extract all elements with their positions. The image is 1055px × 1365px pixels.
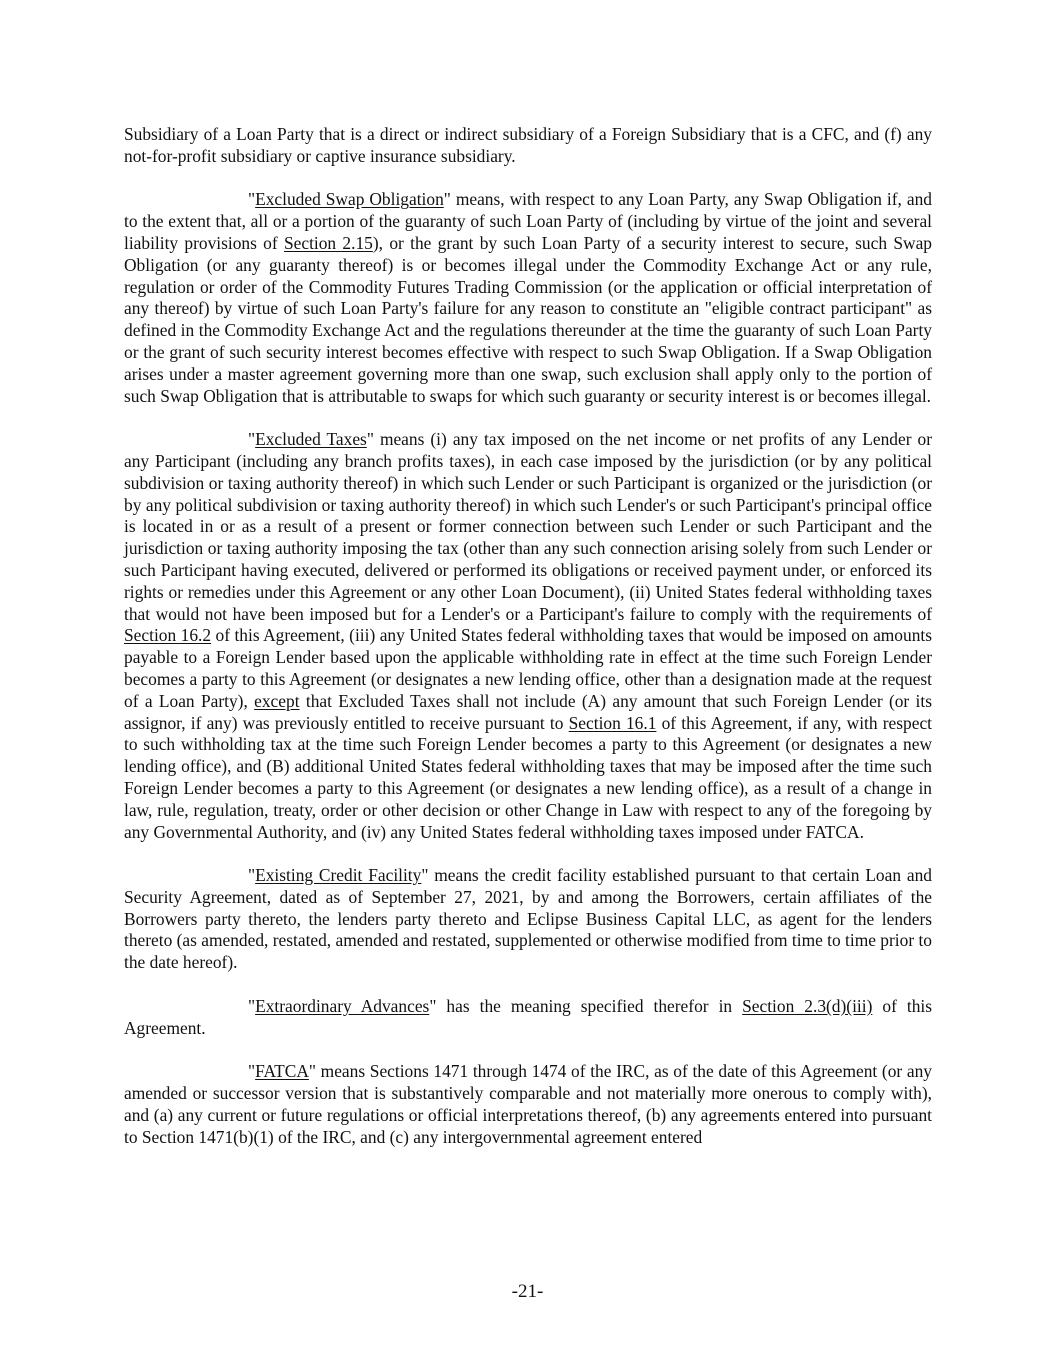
document-page (124, 124, 932, 1148)
definition-text: " means (i) any tax imposed on the net income or net profits of any Lender or any Participant (including any branch profits taxes), in each case imposed by the jurisdiction (or by any political subdivision or taxing authority thereof) in which such Lender or such Participant is organized or the jurisdiction (or by any political subdivision or taxing authority thereof) in which such Lender's or such Participant's principal office is located in or as a result of a present or former connection between such Lender or such Participant and the jurisdiction or taxing authority imposing the tax (other than any such connection arising solely from such Lender or such Participant having executed, delivered or performed its obligations or received payment under, or enforced its rights or remedies under this Agreement or any other Loan Document), (ii) United States federal withholding taxes that would not have been imposed but for a Lender's or a Participant's failure to comply with the requirements of (124, 429, 933, 624)
definition-text: that Excluded Taxes shall not include (A) any amount that such Foreign Lender (or its assignor, if any) was previously entitled to receive pursuant to (124, 690, 932, 733)
definition-text: of this Agreement. (124, 995, 933, 1038)
definition-text: " means the credit facility established pursuant to that certain Loan and Security Agreement, dated as of September 27, 2021, by and among the Borrowers, certain affiliates of the Borrowers party thereto, the lenders party thereto and Eclipse Business Capital LLC, as agent for the lenders thereto (as amended, restated, amended and restated, supplemented or otherwise modified from time to time prior to the date hereof). (124, 865, 932, 973)
definition-existing-credit-facility (124, 865, 932, 974)
defined-term: Existing Credit Facility (255, 865, 422, 886)
section-reference: Section 2.3(d)(iii) (742, 995, 873, 1016)
page-number: -21- (511, 1281, 544, 1302)
defined-term: FATCA (255, 1061, 309, 1082)
quote-mark: " (248, 429, 256, 450)
definition-text: " means, with respect to any Loan Party, any Swap Obligation if, and to the extent that, all or a portion of the guaranty of such Loan Party of (including by virtue of the joint and several liability provisions of (124, 189, 932, 253)
paragraph-text: Subsidiary of a Loan Party that is a direct or indirect subsidiary of a Foreign Subsidiary that is a CFC, and (f) any not-for-profit subsidiary or captive insurance subsidiary. (124, 124, 932, 166)
quote-mark: " (248, 995, 256, 1016)
defined-term: Extraordinary Advances (255, 995, 430, 1016)
definition-text: of this Agreement, (iii) any United States federal withholding taxes that would be imposed on amounts payable to a Foreign Lender based upon the applicable withholding rate in effect at the time such Foreign Lender becomes a party to this Agreement (or designates a new lending office, other than a designation made at the request of a Loan Party), (124, 625, 932, 711)
paragraph-continuation (124, 124, 932, 168)
definition-text: ), or the grant by such Loan Party of a security interest to secure, such Swap Obligation (or any guaranty thereof) is or becomes illegal under the Commodity Exchange Act or any rule, regulation or order of the Commodity Futures Trading Commission (or the application or official interpretation of any thereof) by virtue of such Loan Party's failure for any reason to constitute an "eligible contract participant" as defined in the Commodity Exchange Act and the regulations thereunder at the time the guaranty of such Loan Party or the grant of such security interest becomes effective with respect to such Swap Obligation. If a Swap Obligation arises under a master agreement governing more than one swap, such exclusion shall apply only to the portion of such Swap Obligation that is attributable to swaps for which such guaranty or security interest is or becomes illegal. (124, 232, 932, 406)
definition-extraordinary-advances (124, 996, 932, 1040)
definition-fatca (124, 1061, 932, 1148)
definition-excluded-swap-obligation (124, 189, 932, 407)
section-reference: Section 2.15 (283, 232, 373, 253)
quote-mark: " (248, 189, 256, 210)
definition-excluded-taxes (124, 429, 932, 843)
quote-mark: " (248, 1061, 256, 1082)
section-reference: Section 16.2 (124, 625, 212, 646)
definition-text: of this Agreement, if any, with respect to such withholding tax at the time such Foreign Lender becomes a party to this Agreement (or designates a new lending office), and (B) additional United States federal withholding taxes that may be imposed after the time such Foreign Lender becomes a party to this Agreement (or designates a new lending office), as a result of a change in law, rule, regulation, treaty, order or other decision or other Change in Law with respect to any of the foregoing by any Governmental Authority, and (iv) any United States federal withholding taxes imposed under FATCA. (124, 712, 933, 842)
definition-text: " means Sections 1471 through 1474 of the IRC, as of the date of this Agreement (or any amended or successor version that is substantively comparable and not materially more onerous to comply with), and (a) any current or future regulations or official interpretations thereof, (b) any agreements entered into pursuant to Section 1471(b)(1) of the IRC, and (c) any intergovernmental agreement entered (124, 1061, 932, 1147)
section-reference: Section 16.1 (568, 712, 657, 733)
defined-term: Excluded Taxes (255, 429, 367, 450)
emphasis-except: except (254, 690, 300, 711)
definition-text: " has the meaning specified therefor in (429, 995, 743, 1016)
quote-mark: " (248, 865, 256, 886)
defined-term: Excluded Swap Obligation (255, 189, 444, 210)
